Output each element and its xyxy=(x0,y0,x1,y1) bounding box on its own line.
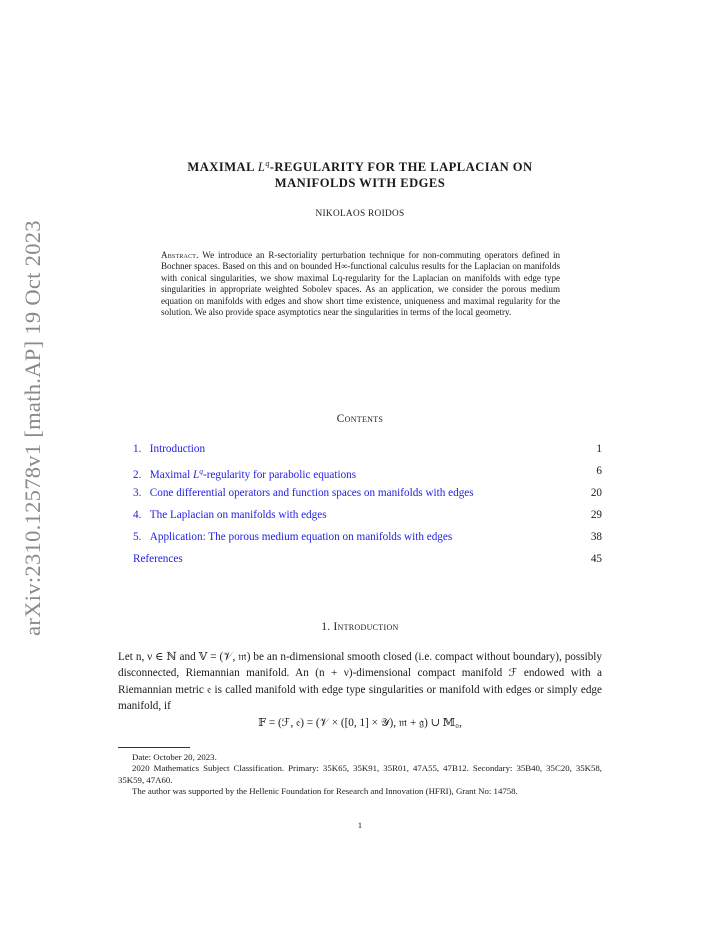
toc-link[interactable] xyxy=(133,466,357,481)
section-heading-introduction: 1. Introduction xyxy=(321,621,399,633)
abstract-heading: Abstract. xyxy=(161,250,199,260)
toc-page: 45 xyxy=(590,553,602,565)
toc-link[interactable]: References xyxy=(133,553,183,565)
footnotes xyxy=(118,752,602,797)
toc-item-laplacian[interactable] xyxy=(133,507,602,523)
footnote-divider xyxy=(118,747,190,748)
toc-label: Application: The porous medium equation on manifolds with edges xyxy=(149,531,453,543)
title-line2: MANIFOLDS WITH EDGES xyxy=(274,176,446,191)
toc-number: 4. xyxy=(133,509,142,521)
abstract-text: We introduce an R-sectoriality perturbation technique for non-commuting operators defined in Bochner spaces. Based on this and on bounded H∞-functional calculus results for the Laplacian on manifolds with conical singularities, we show maximal Lq-regularity for the Laplacian on manifolds with edge type singularities in appropriate weighted Sobolev spaces. As an application, we consider the porous medium equation on manifolds with edges and show short time existence, uniqueness and maximal regularity for the solution. We also provide space asymptotics near the singularities in terms of the local geometry. xyxy=(161,250,560,318)
toc-link[interactable] xyxy=(133,487,474,499)
toc-symbol-l: L xyxy=(192,468,200,481)
edge-manifold-equation: 𝔽 = (ℱ, 𝔢) = (𝒱 × ([0, 1] × 𝒴), 𝔪 + 𝔤) ∪ 𝕄₀, xyxy=(258,717,462,729)
toc-link[interactable] xyxy=(133,531,452,543)
toc-item-application[interactable] xyxy=(133,529,602,545)
toc-item-cone-operators[interactable] xyxy=(133,485,602,501)
intro-paragraph: Let n, ν ∈ ℕ and 𝕍 = (𝒱, 𝔪) be an n-dimensional smooth closed (i.e. compact without boundary), possibly disconnected, Riemannian manifold. An (n + ν)-dimensional compact manifold ℱ endowed with a Riemannian metric 𝔢 is called manifold with edge type singularities or manifold with edges or simply edge manifold, if xyxy=(118,651,602,712)
contents-heading: Contents xyxy=(336,413,384,425)
toc-item-references[interactable] xyxy=(133,551,602,567)
toc-label-post: -regularity for parabolic equations xyxy=(202,468,357,481)
toc-item-maximal-regularity[interactable] xyxy=(133,463,602,479)
toc-label: The Laplacian on manifolds with edges xyxy=(149,509,327,521)
toc-page: 29 xyxy=(590,509,602,521)
toc-item-introduction[interactable] xyxy=(133,441,602,457)
title-symbol-l: L xyxy=(257,160,266,175)
author-name: NIKOLAOS ROIDOS xyxy=(315,209,405,219)
toc-label: Introduction xyxy=(149,443,206,455)
toc-number: 3. xyxy=(133,487,142,499)
toc-number: 2. xyxy=(133,468,142,481)
toc-number: 1. xyxy=(133,443,142,455)
page-number: 1 xyxy=(357,820,363,830)
toc-page: 1 xyxy=(596,443,602,455)
footnote-date: Date: October 20, 2023. xyxy=(132,752,217,762)
toc-number: 5. xyxy=(133,531,142,543)
paper-title xyxy=(120,156,600,191)
footnote-msc: 2020 Mathematics Subject Classification. Primary: 35K65, 35K91, 35R01, 47A55, 47B12. Secondary: 35B40, 35C20, 35K58, 35K59, 47A60. xyxy=(118,763,602,785)
toc-sup-q: q xyxy=(199,466,203,475)
title-part1: MAXIMAL xyxy=(187,160,258,175)
toc-link[interactable] xyxy=(133,443,205,455)
toc-page: 38 xyxy=(590,531,602,543)
toc-label: Cone differential operators and function spaces on manifolds with edges xyxy=(149,487,474,499)
abstract xyxy=(161,250,560,318)
title-sup-q: q xyxy=(265,159,270,168)
toc-label-pre: Maximal xyxy=(149,468,193,481)
toc-page: 20 xyxy=(590,487,602,499)
footnote-funding: The author was supported by the Hellenic Foundation for Research and Innovation (HFRI), Grant No: 14758. xyxy=(132,785,518,796)
toc-link[interactable] xyxy=(133,509,327,521)
toc-page: 6 xyxy=(596,465,602,477)
arxiv-stamp: arXiv:2310.12578v1 [math.AP] 19 Oct 2023 xyxy=(20,220,45,636)
title-part2: -REGULARITY FOR THE LAPLACIAN ON xyxy=(269,160,533,175)
